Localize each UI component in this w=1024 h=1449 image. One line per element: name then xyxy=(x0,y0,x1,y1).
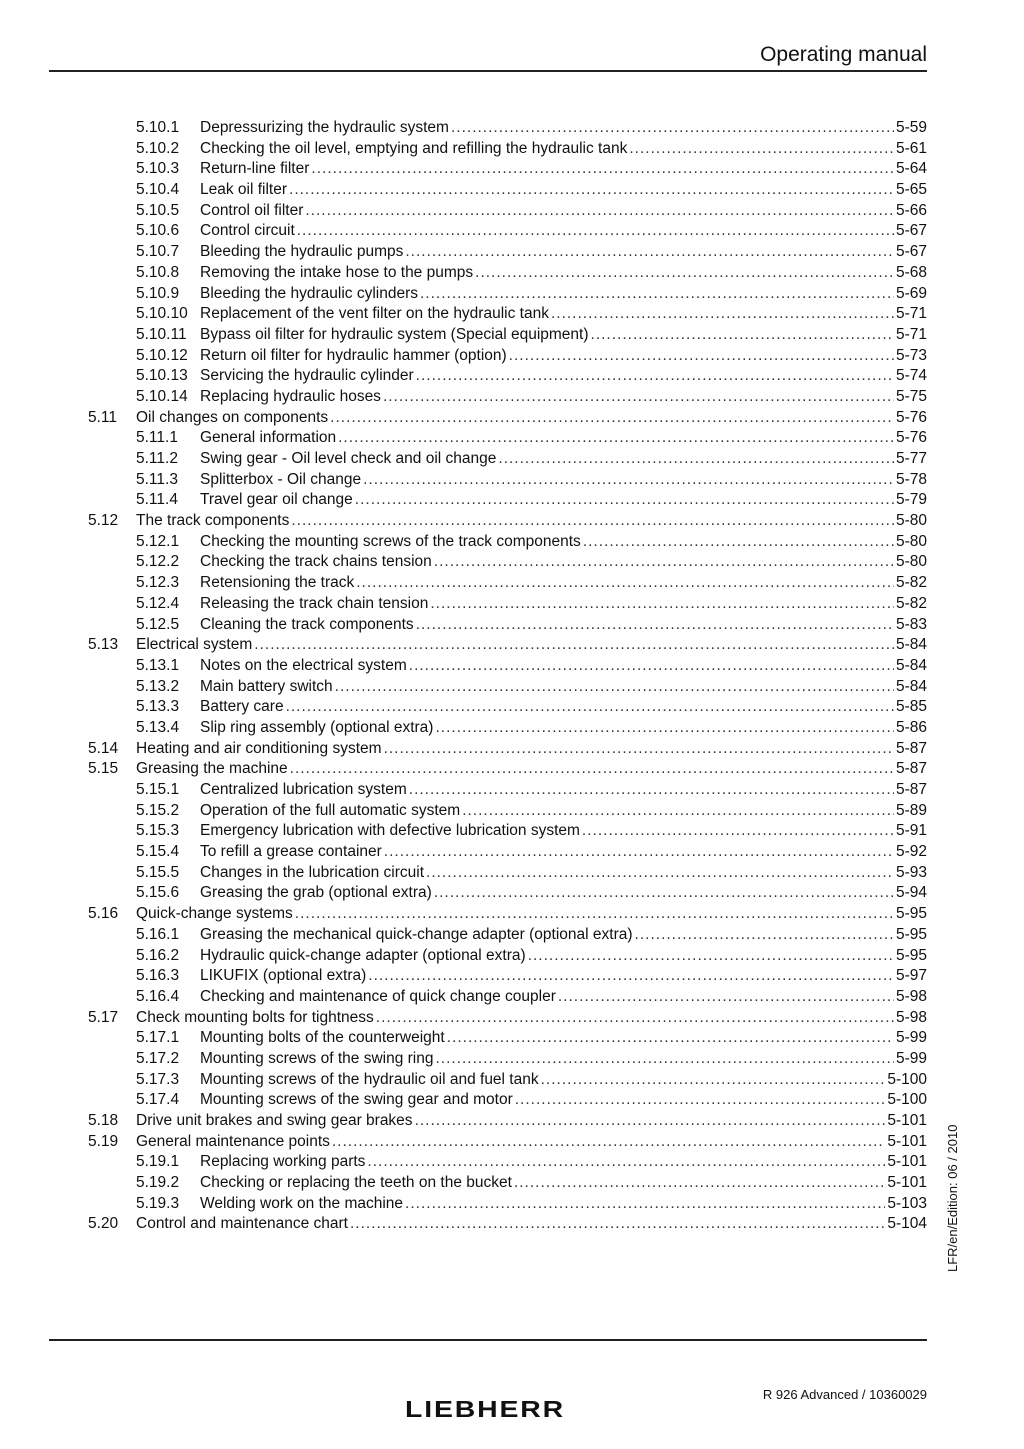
toc-entry-title: General information xyxy=(200,429,337,447)
toc-section-entry[interactable] xyxy=(88,1132,927,1153)
toc-dot-leader xyxy=(332,1132,885,1153)
toc-entry-page: 5-80 xyxy=(895,553,927,571)
toc-entry-number: 5.12.5 xyxy=(136,615,180,633)
toc-entry-number: 5.10.9 xyxy=(136,284,180,302)
toc-entry-title: Drive unit brakes and swing gear brakes xyxy=(136,1112,413,1129)
toc-entry-number: 5.10.5 xyxy=(136,201,180,219)
toc-entry-title: Checking the mounting screws of the track components xyxy=(200,532,581,550)
toc-subsection-entry[interactable] xyxy=(88,801,927,822)
toc-dot-leader xyxy=(435,1049,894,1070)
toc-section-entry[interactable] xyxy=(88,635,927,656)
toc-subsection-entry[interactable] xyxy=(88,387,927,408)
toc-entry-number: 5.13.3 xyxy=(136,698,180,716)
toc-entry-page: 5-78 xyxy=(895,470,927,488)
toc-subsection-entry[interactable] xyxy=(88,1173,927,1194)
header-divider xyxy=(49,70,927,72)
toc-subsection-entry[interactable] xyxy=(88,615,927,636)
toc-entry-number: 5.10.6 xyxy=(136,222,180,240)
toc-entry-title: Greasing the grab (optional extra) xyxy=(200,884,432,902)
toc-subsection-entry[interactable] xyxy=(88,180,927,201)
toc-entry-title: Depressurizing the hydraulic system xyxy=(200,119,449,136)
toc-entry-number: 5.14 xyxy=(88,739,119,757)
toc-section-entry[interactable] xyxy=(88,1008,927,1029)
toc-entry-title: Check mounting bolts for tightness xyxy=(136,1008,374,1026)
toc-entry-number: 5.11.1 xyxy=(136,429,178,447)
toc-entry-number: 5.13.1 xyxy=(136,656,180,674)
toc-subsection-entry[interactable] xyxy=(88,1070,927,1091)
toc-subsection-entry[interactable] xyxy=(88,966,927,987)
page-header-title: Operating manual xyxy=(760,43,927,66)
toc-entry-page: 5-66 xyxy=(895,201,927,219)
toc-entry-page: 5-84 xyxy=(895,656,927,674)
toc-dot-leader xyxy=(338,428,894,449)
toc-entry-page: 5-91 xyxy=(895,822,927,840)
toc-dot-leader xyxy=(475,263,894,284)
toc-dot-leader xyxy=(591,325,894,346)
toc-entry-title: Battery care xyxy=(200,698,284,716)
toc-entry-number: 5.11.4 xyxy=(136,491,178,509)
toc-dot-leader xyxy=(528,946,894,967)
toc-subsection-entry[interactable] xyxy=(88,139,927,160)
toc-dot-leader xyxy=(435,718,894,739)
toc-dot-leader xyxy=(515,1090,886,1111)
toc-entry-page: 5-101 xyxy=(887,1112,927,1129)
toc-entry-title: Control and maintenance chart xyxy=(136,1215,348,1233)
toc-dot-leader xyxy=(541,1070,886,1091)
toc-subsection-entry[interactable] xyxy=(88,656,927,677)
toc-entry-title: Releasing the track chain tension xyxy=(200,594,429,612)
toc-entry-title: Operation of the full automatic system xyxy=(200,801,461,819)
toc-section-entry[interactable] xyxy=(88,408,927,429)
toc-subsection-entry[interactable] xyxy=(88,118,927,139)
toc-subsection-entry[interactable] xyxy=(88,449,927,470)
toc-subsection-entry[interactable] xyxy=(88,552,927,573)
toc-subsection-entry[interactable] xyxy=(88,470,927,491)
toc-subsection-entry[interactable] xyxy=(88,1152,927,1173)
toc-subsection-entry[interactable] xyxy=(88,366,927,387)
toc-entry-title: Return oil filter for hydraulic hammer (option) xyxy=(200,346,507,364)
toc-entry-page: 5-68 xyxy=(895,263,927,281)
toc-entry-number: 5.12 xyxy=(88,512,119,530)
toc-entry-page: 5-67 xyxy=(895,222,927,240)
toc-entry-page: 5-101 xyxy=(887,1174,927,1192)
toc-entry-number: 5.12.4 xyxy=(136,594,180,612)
toc-entry-page: 5-65 xyxy=(895,181,927,199)
toc-entry-number: 5.10.1 xyxy=(136,119,180,136)
toc-section-entry[interactable] xyxy=(88,759,927,780)
toc-entry-number: 5.12.3 xyxy=(136,574,180,592)
toc-entry-number: 5.17.1 xyxy=(136,1029,180,1047)
toc-entry-number: 5.10.3 xyxy=(136,160,180,178)
toc-entry-page: 5-98 xyxy=(895,1008,927,1026)
toc-entry-number: 5.20 xyxy=(88,1215,119,1233)
toc-entry-page: 5-74 xyxy=(895,367,927,385)
toc-entry-title: Mounting screws of the swing gear and motor xyxy=(200,1091,513,1109)
toc-entry-title: Leak oil filter xyxy=(200,181,288,199)
toc-entry-title: General maintenance points xyxy=(136,1132,330,1150)
toc-subsection-entry[interactable] xyxy=(88,242,927,263)
toc-entry-page: 5-84 xyxy=(895,636,927,654)
toc-subsection-entry[interactable] xyxy=(88,490,927,511)
toc-entry-title: Bypass oil filter for hydraulic system (Special equipment) xyxy=(200,325,589,343)
toc-subsection-entry[interactable] xyxy=(88,594,927,615)
toc-entry-title: Oil changes on components xyxy=(136,408,329,426)
toc-entry-page: 5-83 xyxy=(895,615,927,633)
toc-entry-title: Welding work on the machine xyxy=(200,1194,404,1212)
toc-subsection-entry[interactable] xyxy=(88,697,927,718)
toc-entry-page: 5-95 xyxy=(895,925,927,943)
toc-dot-leader xyxy=(434,883,894,904)
toc-entry-title: Bleeding the hydraulic pumps xyxy=(200,243,404,261)
toc-subsection-entry[interactable] xyxy=(88,677,927,698)
toc-entry-page: 5-69 xyxy=(895,284,927,302)
toc-entry-page: 5-76 xyxy=(895,429,927,447)
toc-entry-title: Splitterbox - Oil change xyxy=(200,470,362,488)
toc-entry-number: 5.15 xyxy=(88,760,119,778)
toc-entry-title: Removing the intake hose to the pumps xyxy=(200,263,474,281)
toc-dot-leader xyxy=(434,552,894,573)
toc-entry-number: 5.16.1 xyxy=(136,925,180,943)
toc-dot-leader xyxy=(551,304,894,325)
toc-dot-leader xyxy=(451,118,894,139)
toc-entry-number: 5.10.14 xyxy=(136,387,188,405)
toc-subsection-entry[interactable] xyxy=(88,1194,927,1215)
toc-entry-page: 5-87 xyxy=(895,739,927,757)
toc-entry-title: Bleeding the hydraulic cylinders xyxy=(200,284,418,302)
toc-dot-leader xyxy=(335,677,894,698)
toc-dot-leader xyxy=(409,656,894,677)
toc-entry-page: 5-85 xyxy=(895,698,927,716)
brand-logo-text: LIEBHERR xyxy=(405,1398,565,1420)
toc-dot-leader xyxy=(311,159,894,180)
toc-entry-title: Checking the track chains tension xyxy=(200,553,432,571)
toc-entry-title: Changes in the lubrication circuit xyxy=(200,863,425,881)
toc-entry-page: 5-95 xyxy=(895,946,927,964)
toc-entry-page: 5-89 xyxy=(895,801,927,819)
toc-entry-number: 5.10.2 xyxy=(136,139,180,157)
toc-dot-leader xyxy=(384,739,894,760)
toc-entry-page: 5-103 xyxy=(887,1194,927,1212)
toc-entry-title: Electrical system xyxy=(136,636,253,654)
toc-entry-title: Notes on the electrical system xyxy=(200,656,407,674)
toc-entry-number: 5.15.2 xyxy=(136,801,180,819)
toc-entry-number: 5.17 xyxy=(88,1008,119,1026)
toc-entry-number: 5.10.7 xyxy=(136,243,180,261)
toc-entry-page: 5-61 xyxy=(895,139,927,157)
toc-subsection-entry[interactable] xyxy=(88,925,927,946)
toc-entry-number: 5.11.3 xyxy=(136,470,178,488)
toc-entry-page: 5-93 xyxy=(895,863,927,881)
toc-dot-leader xyxy=(254,635,894,656)
toc-entry-title: Slip ring assembly (optional extra) xyxy=(200,718,434,736)
toc-subsection-entry[interactable] xyxy=(88,428,927,449)
toc-entry-page: 5-76 xyxy=(895,408,927,426)
toc-dot-leader xyxy=(558,987,894,1008)
toc-subsection-entry[interactable] xyxy=(88,573,927,594)
toc-entry-page: 5-82 xyxy=(895,574,927,592)
toc-dot-leader xyxy=(420,284,894,305)
toc-subsection-entry[interactable] xyxy=(88,842,927,863)
toc-entry-page: 5-104 xyxy=(887,1215,927,1233)
toc-entry-page: 5-87 xyxy=(895,760,927,778)
toc-entry-number: 5.17.3 xyxy=(136,1070,180,1088)
toc-entry-title: Travel gear oil change xyxy=(200,491,353,509)
toc-subsection-entry[interactable] xyxy=(88,201,927,222)
toc-entry-number: 5.16.3 xyxy=(136,967,180,985)
toc-entry-title: The track components xyxy=(136,512,290,530)
toc-section-entry[interactable] xyxy=(88,1214,927,1235)
toc-section-entry[interactable] xyxy=(88,511,927,532)
document-reference: R 926 Advanced / 10360029 xyxy=(762,1387,927,1402)
toc-entry-title: Checking and maintenance of quick change coupler xyxy=(200,987,556,1005)
toc-entry-title: Greasing the machine xyxy=(136,760,288,778)
toc-dot-leader xyxy=(286,697,894,718)
toc-dot-leader xyxy=(356,573,894,594)
toc-entry-number: 5.11.2 xyxy=(136,450,178,467)
brand-logo xyxy=(404,1398,566,1420)
toc-entry-page: 5-92 xyxy=(895,843,927,861)
toc-entry-page: 5-80 xyxy=(895,532,927,550)
toc-entry-title: Replacing hydraulic hoses xyxy=(200,387,381,405)
toc-entry-page: 5-98 xyxy=(895,987,927,1005)
toc-subsection-entry[interactable] xyxy=(88,718,927,739)
toc-entry-title: Greasing the mechanical quick-change adapter (optional extra) xyxy=(200,925,633,943)
toc-entry-page: 5-73 xyxy=(895,346,927,364)
toc-entry-page: 5-75 xyxy=(895,387,927,405)
toc-entry-page: 5-82 xyxy=(895,594,927,612)
toc-dot-leader xyxy=(295,904,894,925)
toc-entry-page: 5-100 xyxy=(887,1091,927,1109)
toc-dot-leader xyxy=(330,408,894,429)
toc-entry-number: 5.15.3 xyxy=(136,822,180,840)
toc-entry-number: 5.13 xyxy=(88,636,119,654)
toc-entry-page: 5-59 xyxy=(895,119,927,136)
toc-entry-page: 5-64 xyxy=(895,160,927,178)
toc-dot-leader xyxy=(409,780,894,801)
toc-entry-page: 5-67 xyxy=(895,243,927,261)
toc-dot-leader xyxy=(367,1152,885,1173)
toc-entry-title: Mounting bolts of the counterweight xyxy=(200,1029,445,1047)
toc-entry-number: 5.13.4 xyxy=(136,718,180,736)
toc-subsection-entry[interactable] xyxy=(88,263,927,284)
toc-dot-leader xyxy=(376,1008,894,1029)
toc-entry-number: 5.15.5 xyxy=(136,863,180,881)
toc-entry-title: Servicing the hydraulic cylinder xyxy=(200,367,414,385)
toc-entry-page: 5-79 xyxy=(895,491,927,509)
toc-entry-page: 5-95 xyxy=(895,905,927,923)
toc-entry-number: 5.16.4 xyxy=(136,987,180,1005)
toc-entry-page: 5-94 xyxy=(895,884,927,902)
toc-entry-number: 5.19 xyxy=(88,1132,119,1150)
toc-subsection-entry[interactable] xyxy=(88,987,927,1008)
toc-dot-leader xyxy=(629,139,894,160)
toc-entry-number: 5.19.1 xyxy=(136,1153,180,1171)
toc-dot-leader xyxy=(426,863,894,884)
toc-entry-number: 5.17.2 xyxy=(136,1049,180,1067)
toc-entry-title: Main battery switch xyxy=(200,677,333,695)
edition-label: LFR/en/Edition: 06 / 2010 xyxy=(945,1124,960,1272)
toc-dot-leader xyxy=(305,201,894,222)
toc-entry-title: Checking the oil level, emptying and refilling the hydraulic tank xyxy=(200,139,628,157)
footer-divider xyxy=(49,1339,927,1341)
toc-subsection-entry[interactable] xyxy=(88,883,927,904)
toc-entry-number: 5.10.13 xyxy=(136,367,188,385)
toc-entry-page: 5-99 xyxy=(895,1029,927,1047)
toc-entry-title: Cleaning the track components xyxy=(200,615,414,633)
toc-subsection-entry[interactable] xyxy=(88,159,927,180)
toc-dot-leader xyxy=(582,821,894,842)
toc-entry-number: 5.15.1 xyxy=(136,781,180,798)
toc-entry-number: 5.12.2 xyxy=(136,553,180,571)
toc-entry-page: 5-80 xyxy=(895,512,927,530)
toc-entry-number: 5.16 xyxy=(88,905,119,923)
toc-dot-leader xyxy=(416,366,894,387)
toc-subsection-entry[interactable] xyxy=(88,1090,927,1111)
toc-entry-number: 5.19.3 xyxy=(136,1194,180,1212)
toc-entry-number: 5.12.1 xyxy=(136,532,180,550)
toc-entry-number: 5.15.6 xyxy=(136,884,180,902)
toc-entry-number: 5.10.12 xyxy=(136,346,188,364)
toc-entry-title: Replacement of the vent filter on the hydraulic tank xyxy=(200,305,549,323)
toc-dot-leader xyxy=(355,490,894,511)
toc-entry-title: Control oil filter xyxy=(200,201,304,219)
toc-entry-page: 5-87 xyxy=(895,781,927,798)
toc-dot-leader xyxy=(291,511,894,532)
toc-entry-title: Mounting screws of the hydraulic oil and fuel tank xyxy=(200,1070,539,1088)
toc-dot-leader xyxy=(384,842,894,863)
toc-subsection-entry[interactable] xyxy=(88,1049,927,1070)
toc-section-entry[interactable] xyxy=(88,1111,927,1132)
toc-section-entry[interactable] xyxy=(88,739,927,760)
toc-entry-page: 5-100 xyxy=(887,1070,927,1088)
toc-dot-leader xyxy=(583,532,894,553)
toc-dot-leader xyxy=(289,180,894,201)
toc-entry-title: Heating and air conditioning system xyxy=(136,739,382,757)
toc-entry-number: 5.15.4 xyxy=(136,843,180,861)
toc-entry-number: 5.10.11 xyxy=(136,325,187,343)
toc-entry-page: 5-71 xyxy=(895,305,927,323)
toc-dot-leader xyxy=(297,221,894,242)
toc-entry-title: Mounting screws of the swing ring xyxy=(200,1049,434,1067)
toc-dot-leader xyxy=(462,801,894,822)
toc-entry-number: 5.10.8 xyxy=(136,263,180,281)
toc-subsection-entry[interactable] xyxy=(88,346,927,367)
toc-entry-page: 5-99 xyxy=(895,1049,927,1067)
toc-dot-leader xyxy=(350,1214,885,1235)
toc-entry-title: Emergency lubrication with defective lubrication system xyxy=(200,822,580,840)
toc-dot-leader xyxy=(415,1111,886,1132)
toc-subsection-entry[interactable] xyxy=(88,863,927,884)
toc-subsection-entry[interactable] xyxy=(88,821,927,842)
toc-entry-number: 5.16.2 xyxy=(136,946,180,964)
toc-subsection-entry[interactable] xyxy=(88,304,927,325)
toc-dot-leader xyxy=(514,1173,885,1194)
toc-entry-title: Return-line filter xyxy=(200,160,310,178)
toc-subsection-entry[interactable] xyxy=(88,1028,927,1049)
toc-entry-title: Replacing working parts xyxy=(200,1153,366,1171)
toc-dot-leader xyxy=(447,1028,894,1049)
toc-dot-leader xyxy=(368,966,894,987)
toc-entry-title: Quick-change systems xyxy=(136,905,293,923)
toc-dot-leader xyxy=(290,759,894,780)
toc-entry-page: 5-84 xyxy=(895,677,927,695)
toc-entry-page: 5-86 xyxy=(895,718,927,736)
toc-entry-title: To refill a grease container xyxy=(200,843,382,861)
toc-entry-title: LIKUFIX (optional extra) xyxy=(200,967,367,985)
toc-entry-number: 5.19.2 xyxy=(136,1174,180,1192)
toc-entry-title: Swing gear - Oil level check and oil change xyxy=(200,450,497,467)
toc-dot-leader xyxy=(383,387,894,408)
toc-subsection-entry[interactable] xyxy=(88,325,927,346)
toc-entry-page: 5-101 xyxy=(887,1132,927,1150)
toc-dot-leader xyxy=(363,470,894,491)
toc-entry-title: Control circuit xyxy=(200,222,295,240)
toc-dot-leader xyxy=(405,1194,885,1215)
toc-entry-number: 5.10.4 xyxy=(136,181,180,199)
toc-dot-leader xyxy=(498,449,894,470)
toc-entry-number: 5.10.10 xyxy=(136,305,188,323)
toc-entry-number: 5.18 xyxy=(88,1112,119,1129)
toc-dot-leader xyxy=(405,242,894,263)
toc-entry-title: Hydraulic quick-change adapter (optional extra) xyxy=(200,946,526,964)
toc-entry-page: 5-97 xyxy=(895,967,927,985)
toc-subsection-entry[interactable] xyxy=(88,780,927,801)
toc-entry-page: 5-101 xyxy=(887,1153,927,1171)
table-of-contents xyxy=(88,118,927,1235)
toc-entry-title: Checking or replacing the teeth on the bucket xyxy=(200,1174,512,1192)
toc-dot-leader xyxy=(430,594,894,615)
toc-subsection-entry[interactable] xyxy=(88,532,927,553)
toc-section-entry[interactable] xyxy=(88,904,927,925)
toc-subsection-entry[interactable] xyxy=(88,284,927,305)
toc-entry-number: 5.17.4 xyxy=(136,1091,180,1109)
toc-entry-title: Centralized lubrication system xyxy=(200,781,407,798)
toc-subsection-entry[interactable] xyxy=(88,946,927,967)
toc-dot-leader xyxy=(509,346,894,367)
toc-dot-leader xyxy=(635,925,894,946)
toc-entry-page: 5-77 xyxy=(895,450,927,467)
toc-entry-title: Retensioning the track xyxy=(200,574,355,592)
toc-subsection-entry[interactable] xyxy=(88,221,927,242)
toc-entry-page: 5-71 xyxy=(895,325,927,343)
toc-dot-leader xyxy=(416,615,894,636)
toc-entry-number: 5.11 xyxy=(88,408,118,426)
toc-entry-number: 5.13.2 xyxy=(136,677,180,695)
